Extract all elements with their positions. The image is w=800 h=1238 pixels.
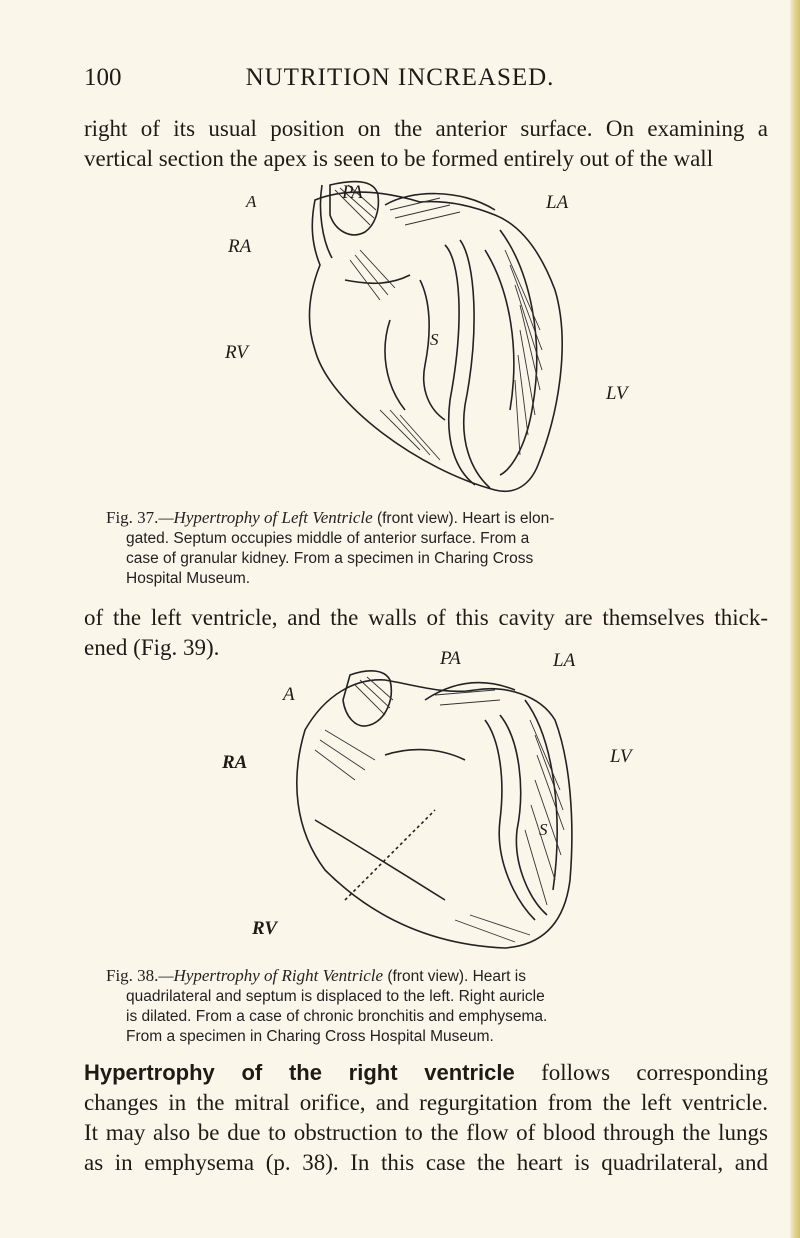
label-rv: RV [225, 342, 248, 363]
paragraph-2 [84, 603, 768, 663]
caption-line: gated. Septum occupies middle of anterior surface. From a [126, 530, 530, 547]
figure-37-caption [106, 508, 746, 589]
paragraph-line: as in emphysema (p. 38). In this case the heart is quadrilateral, and [84, 1150, 768, 1175]
figure-number: Fig. 37. [106, 508, 159, 527]
figure-38-caption [106, 966, 746, 1047]
caption-line: case of granular kidney. From a specimen in Charing Cross [126, 550, 534, 567]
heart-right-hypertrophy-drawing [285, 660, 615, 960]
paragraph-text: follows corresponding [514, 1060, 768, 1085]
label-pa: PA [440, 648, 461, 669]
label-s: S [430, 330, 439, 349]
label-la: LA [546, 192, 569, 213]
caption-line: is dilated. From a case of chronic bronchitis and emphysema. [126, 1008, 548, 1025]
label-s: S [539, 820, 548, 839]
figure-title: —Hypertrophy of Right Ventricle [158, 966, 384, 985]
figure-title: —Hypertrophy of Left Ventricle [158, 508, 373, 527]
bold-lead: Hypertrophy of the right ventricle [84, 1060, 515, 1085]
paragraph-3 [84, 1058, 768, 1178]
caption-line: From a specimen in Charing Cross Hospital Museum. [126, 1028, 494, 1045]
label-a: A [246, 192, 257, 211]
figure-number: Fig. 38. [106, 966, 159, 985]
label-ra: RA [228, 236, 252, 257]
page-header [0, 64, 800, 98]
page-number: 100 [84, 64, 122, 91]
label-la: LA [553, 650, 576, 671]
figure-38-illustration [222, 648, 632, 960]
paragraph-line: changes in the mitral orifice, and regurgitation from the left ventricle. [84, 1090, 768, 1115]
figure-37-illustration [225, 170, 628, 500]
paragraph-line: ened (Fig. 39). [84, 635, 220, 660]
label-pa: PA [342, 182, 363, 203]
paragraph-1 [84, 114, 768, 174]
caption-text: (front view). Heart is [383, 968, 526, 985]
caption-line: quadrilateral and septum is displaced to the left. Right auricle [126, 988, 545, 1005]
label-ra: RA [222, 752, 248, 773]
caption-text: (front view). Heart is elon- [372, 510, 555, 527]
paragraph-line [84, 1058, 768, 1088]
label-rv: RV [252, 918, 278, 939]
caption-line: Hospital Museum. [126, 570, 251, 587]
page-edge [790, 0, 800, 1238]
label-lv: LV [610, 746, 632, 767]
paragraph-line: It may also be due to obstruction to the flow of blood through the lungs [84, 1120, 768, 1145]
paragraph-line: of the left ventricle, and the walls of this cavity are themselves thick- [84, 605, 768, 630]
label-lv: LV [606, 383, 628, 404]
label-a: A [283, 684, 295, 705]
paragraph-line: vertical section the apex is seen to be formed entirely out of the wall [84, 146, 714, 171]
paragraph-line: right of its usual position on the anterior surface. On examining a [84, 116, 768, 141]
running-head: NUTRITION INCREASED. [245, 64, 555, 91]
